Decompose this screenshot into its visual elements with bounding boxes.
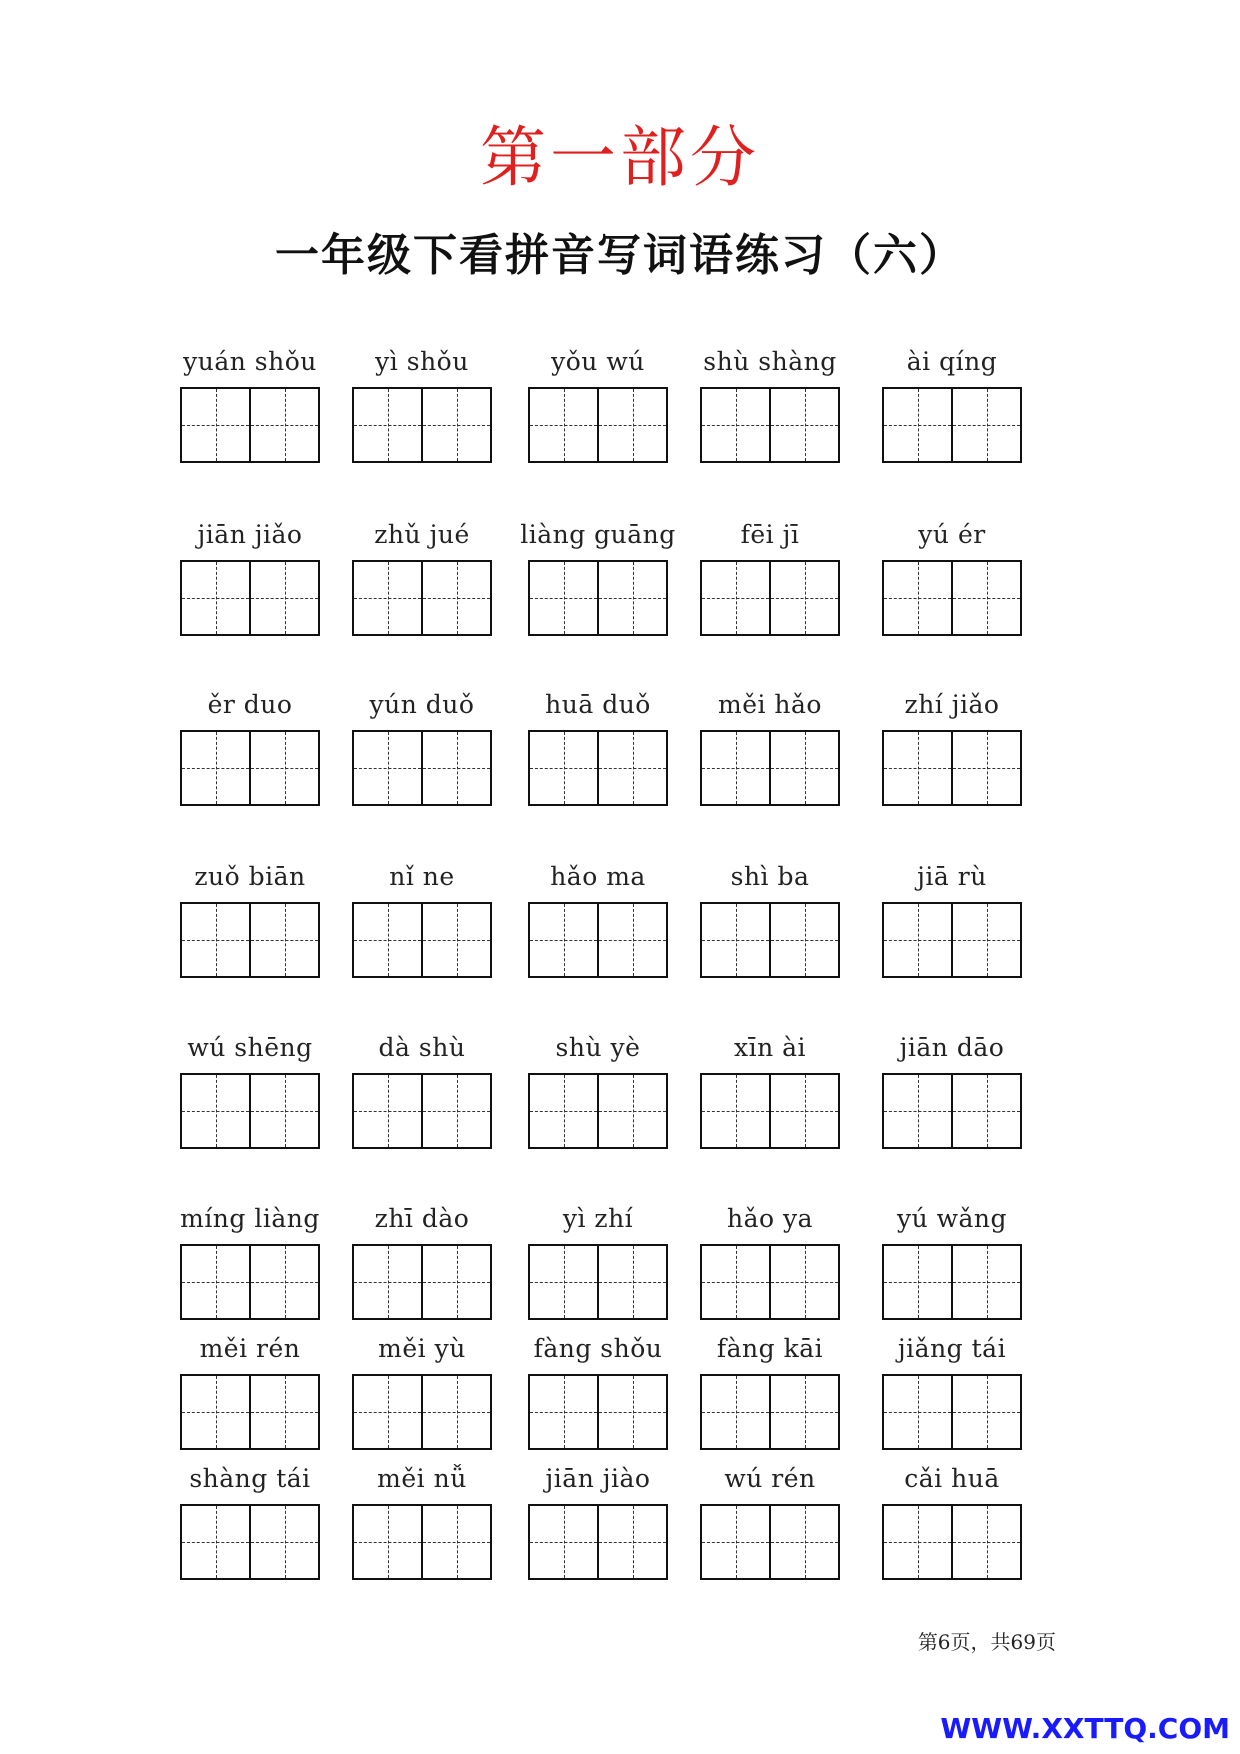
tian-zi-ge-cell[interactable] [951, 1376, 1020, 1448]
tian-zi-ge-cell[interactable] [769, 904, 838, 976]
pinyin-label: fēi jī [740, 520, 800, 549]
pinyin-label: měi yù [378, 1334, 466, 1363]
pinyin-label: yì zhí [562, 1204, 634, 1233]
tian-zi-ge-cell[interactable] [421, 904, 490, 976]
tian-zi-ge-cell[interactable] [769, 1075, 838, 1147]
writing-boxes [882, 1244, 1022, 1320]
watermark: WWW.XXTTQ.COM [940, 1712, 1230, 1745]
writing-boxes [352, 1504, 492, 1580]
pinyin-label: zhī dào [374, 1204, 470, 1233]
tian-zi-ge-cell[interactable] [354, 1506, 421, 1578]
tian-zi-ge-cell[interactable] [530, 389, 597, 461]
tian-zi-ge-cell[interactable] [597, 1246, 666, 1318]
tian-zi-ge-cell[interactable] [249, 1376, 318, 1448]
tian-zi-ge-cell[interactable] [354, 1376, 421, 1448]
writing-boxes [700, 1504, 840, 1580]
writing-boxes [180, 1374, 320, 1450]
writing-boxes [528, 1504, 668, 1580]
page-subtitle: 一年级下看拼音写词语练习（六） [275, 230, 965, 281]
tian-zi-ge-cell[interactable] [421, 1246, 490, 1318]
pinyin-label: yuán shǒu [183, 347, 317, 376]
tian-zi-ge-cell[interactable] [951, 1075, 1020, 1147]
pinyin-label: dà shù [378, 1033, 466, 1062]
tian-zi-ge-cell[interactable] [249, 732, 318, 804]
tian-zi-ge-cell[interactable] [421, 389, 490, 461]
writing-boxes [528, 560, 668, 636]
pinyin-label: wú rén [724, 1464, 816, 1493]
tian-zi-ge-cell[interactable] [702, 1075, 769, 1147]
writing-boxes [882, 560, 1022, 636]
tian-zi-ge-cell[interactable] [884, 1246, 951, 1318]
tian-zi-ge-cell[interactable] [884, 732, 951, 804]
tian-zi-ge-cell[interactable] [884, 1075, 951, 1147]
writing-boxes [882, 1073, 1022, 1149]
writing-boxes [180, 1073, 320, 1149]
tian-zi-ge-cell[interactable] [182, 562, 249, 634]
tian-zi-ge-cell[interactable] [951, 1506, 1020, 1578]
tian-zi-ge-cell[interactable] [597, 904, 666, 976]
pinyin-label: shù yè [555, 1033, 641, 1062]
tian-zi-ge-cell[interactable] [702, 1376, 769, 1448]
tian-zi-ge-cell[interactable] [182, 389, 249, 461]
tian-zi-ge-cell[interactable] [421, 732, 490, 804]
tian-zi-ge-cell[interactable] [354, 562, 421, 634]
tian-zi-ge-cell[interactable] [249, 1246, 318, 1318]
writing-boxes [700, 387, 840, 463]
tian-zi-ge-cell[interactable] [354, 1246, 421, 1318]
pinyin-label: shàng tái [189, 1464, 311, 1493]
writing-boxes [352, 1244, 492, 1320]
tian-zi-ge-cell[interactable] [182, 732, 249, 804]
writing-boxes [882, 902, 1022, 978]
writing-boxes [528, 387, 668, 463]
writing-boxes [700, 730, 840, 806]
writing-boxes [882, 1374, 1022, 1450]
pinyin-label: zuǒ biān [194, 862, 306, 891]
writing-boxes [882, 1504, 1022, 1580]
tian-zi-ge-cell[interactable] [421, 1506, 490, 1578]
writing-boxes [700, 1374, 840, 1450]
pinyin-label: jiān jiǎo [197, 520, 303, 549]
tian-zi-ge-cell[interactable] [702, 1506, 769, 1578]
tian-zi-ge-cell[interactable] [951, 732, 1020, 804]
tian-zi-ge-cell[interactable] [951, 904, 1020, 976]
pinyin-label: yì shǒu [375, 347, 469, 376]
tian-zi-ge-cell[interactable] [182, 1376, 249, 1448]
tian-zi-ge-cell[interactable] [884, 904, 951, 976]
pinyin-label: cǎi huā [904, 1464, 1000, 1493]
tian-zi-ge-cell[interactable] [769, 1376, 838, 1448]
tian-zi-ge-cell[interactable] [530, 562, 597, 634]
writing-boxes [180, 560, 320, 636]
tian-zi-ge-cell[interactable] [354, 1075, 421, 1147]
pinyin-label: míng liàng [180, 1204, 320, 1233]
tian-zi-ge-cell[interactable] [769, 1246, 838, 1318]
writing-boxes [700, 560, 840, 636]
tian-zi-ge-cell[interactable] [530, 1506, 597, 1578]
pinyin-label: huā duǒ [545, 690, 651, 719]
pinyin-label: yú ér [918, 520, 986, 549]
pinyin-label: yún duǒ [369, 690, 475, 719]
pinyin-label: wú shēng [187, 1033, 313, 1062]
pinyin-label: xīn ài [733, 1033, 807, 1062]
tian-zi-ge-cell[interactable] [769, 562, 838, 634]
tian-zi-ge-cell[interactable] [597, 1075, 666, 1147]
writing-boxes [180, 902, 320, 978]
writing-boxes [882, 730, 1022, 806]
tian-zi-ge-cell[interactable] [530, 904, 597, 976]
tian-zi-ge-cell[interactable] [597, 562, 666, 634]
tian-zi-ge-cell[interactable] [249, 389, 318, 461]
pinyin-label: fàng kāi [716, 1334, 824, 1363]
writing-boxes [352, 902, 492, 978]
tian-zi-ge-cell[interactable] [951, 1246, 1020, 1318]
tian-zi-ge-cell[interactable] [884, 1506, 951, 1578]
writing-boxes [352, 1374, 492, 1450]
tian-zi-ge-cell[interactable] [702, 562, 769, 634]
pinyin-label: jiā rù [917, 862, 987, 891]
tian-zi-ge-cell[interactable] [530, 1075, 597, 1147]
page-number: 第6页，共69页 [917, 1630, 1056, 1654]
tian-zi-ge-cell[interactable] [597, 732, 666, 804]
tian-zi-ge-cell[interactable] [354, 904, 421, 976]
writing-boxes [352, 1073, 492, 1149]
pinyin-label: ài qíng [906, 347, 998, 376]
tian-zi-ge-cell[interactable] [530, 732, 597, 804]
page-title: 第一部分 [480, 119, 760, 196]
tian-zi-ge-cell[interactable] [951, 562, 1020, 634]
writing-boxes [352, 560, 492, 636]
writing-boxes [180, 1504, 320, 1580]
pinyin-label: nǐ ne [389, 862, 455, 891]
tian-zi-ge-cell[interactable] [597, 389, 666, 461]
writing-boxes [528, 1244, 668, 1320]
pinyin-label: jiān dāo [899, 1033, 1005, 1062]
pinyin-label: yǒu wú [551, 347, 645, 376]
tian-zi-ge-cell[interactable] [354, 732, 421, 804]
tian-zi-ge-cell[interactable] [182, 1075, 249, 1147]
pinyin-label: zhǔ jué [374, 520, 470, 549]
tian-zi-ge-cell[interactable] [354, 389, 421, 461]
pinyin-label: měi hǎo [717, 690, 822, 719]
writing-boxes [528, 1073, 668, 1149]
pinyin-label: hǎo ma [550, 862, 646, 891]
pinyin-label: shù shàng [703, 347, 837, 376]
tian-zi-ge-cell[interactable] [182, 904, 249, 976]
tian-zi-ge-cell[interactable] [249, 1506, 318, 1578]
pinyin-label: zhí jiǎo [904, 690, 1000, 719]
writing-boxes [180, 387, 320, 463]
tian-zi-ge-cell[interactable] [182, 1246, 249, 1318]
writing-boxes [180, 1244, 320, 1320]
tian-zi-ge-cell[interactable] [884, 1376, 951, 1448]
writing-boxes [352, 387, 492, 463]
writing-boxes [528, 730, 668, 806]
pinyin-label: ěr duo [207, 690, 293, 719]
tian-zi-ge-cell[interactable] [249, 904, 318, 976]
tian-zi-ge-cell[interactable] [702, 389, 769, 461]
tian-zi-ge-cell[interactable] [702, 904, 769, 976]
pinyin-label: jiān jiào [545, 1464, 651, 1493]
pinyin-label: yú wǎng [896, 1204, 1008, 1233]
pinyin-label: měi rén [199, 1334, 301, 1363]
writing-boxes [700, 902, 840, 978]
writing-boxes [528, 902, 668, 978]
tian-zi-ge-cell[interactable] [769, 389, 838, 461]
writing-boxes [700, 1244, 840, 1320]
tian-zi-ge-cell[interactable] [769, 1506, 838, 1578]
tian-zi-ge-cell[interactable] [421, 1075, 490, 1147]
tian-zi-ge-cell[interactable] [421, 562, 490, 634]
writing-boxes [700, 1073, 840, 1149]
tian-zi-ge-cell[interactable] [951, 389, 1020, 461]
pinyin-label: fàng shǒu [533, 1334, 663, 1363]
tian-zi-ge-cell[interactable] [884, 389, 951, 461]
tian-zi-ge-cell[interactable] [884, 562, 951, 634]
tian-zi-ge-cell[interactable] [530, 1246, 597, 1318]
pinyin-label: shì ba [730, 862, 810, 891]
tian-zi-ge-cell[interactable] [702, 1246, 769, 1318]
tian-zi-ge-cell[interactable] [597, 1376, 666, 1448]
tian-zi-ge-cell[interactable] [769, 732, 838, 804]
writing-boxes [528, 1374, 668, 1450]
tian-zi-ge-cell[interactable] [530, 1376, 597, 1448]
writing-boxes [180, 730, 320, 806]
pinyin-label: jiǎng tái [897, 1334, 1007, 1363]
tian-zi-ge-cell[interactable] [702, 732, 769, 804]
pinyin-label: hǎo ya [726, 1204, 814, 1233]
tian-zi-ge-cell[interactable] [182, 1506, 249, 1578]
tian-zi-ge-cell[interactable] [249, 1075, 318, 1147]
tian-zi-ge-cell[interactable] [597, 1506, 666, 1578]
pinyin-label: měi nǚ [377, 1464, 467, 1493]
writing-boxes [882, 387, 1022, 463]
tian-zi-ge-cell[interactable] [421, 1376, 490, 1448]
tian-zi-ge-cell[interactable] [249, 562, 318, 634]
pinyin-label: liàng guāng [520, 520, 676, 549]
writing-boxes [352, 730, 492, 806]
